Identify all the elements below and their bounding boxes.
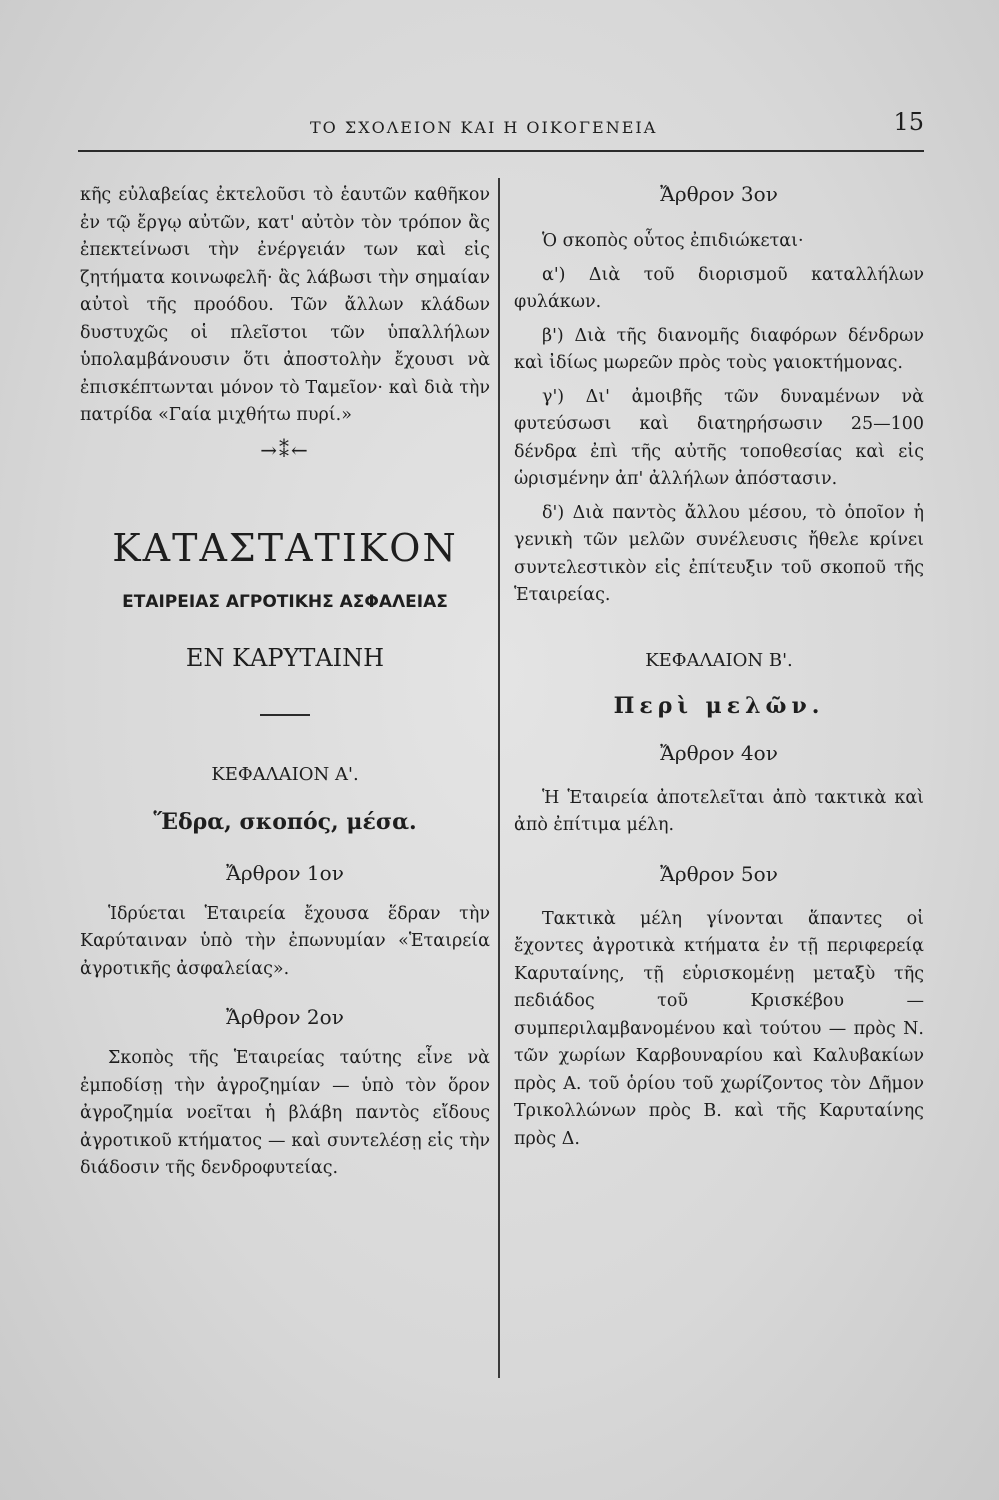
page-header (78, 108, 924, 144)
article-5-heading: Ἄρθρον 5ον (660, 861, 778, 886)
article-5-text: Τακτικὰ μέλη γίνονται ἅπαντες οἱ ἔχοντες ἀγροτικὰ κτήματα ἐν τῇ περιφερείᾳ Καρυταίνης, τῇ εὑρισκομένῃ μεταξὺ τῆς πεδιάδος τοῦ Κρισκέβου — συμπεριλαμβανομένου καὶ τούτου — πρὸς Ν. τῶν χωρίων Καρβουναρίου καὶ Καλυβακίων πρὸς Α. τοῦ ὁρίου τοῦ χωρίζοντος τὸν Δῆμον Τρικολλώνων πρὸς Β. καὶ τῆς Καρυταίνης πρὸς Δ. (514, 908, 924, 1149)
chapter-a-heading: ΚΕΦΑΛΑΙΟΝ Α'. (211, 763, 359, 785)
continuation-paragraph: κῆς εὐλαβείας ἐκτελοῦσι τὸ ἑαυτῶν καθῆκον ἐν τῷ ἔργῳ αὐτῶν, κατ' αὐτὸν τὸν τρόπον ἂς ἐπεκτείνωσι τὴν ἐνέργειάν των καὶ εἰς ζητήματα κοινωφελῆ· ἂς λάβωσι τὴν σημαίαν αὐτοὶ τῆς προόδου. Τῶν ἄλλων κλάδων δυστυχῶς οἱ πλεῖστοι τῶν ὑπαλλήλων ὑπολαμβάνουσιν ὅτι ἀποστολὴν ἔχουσι νὰ ἐπισκέπτωνται μόνον τὸ Ταμεῖον· καὶ διὰ τὴν πατρίδα «Γαία μιχθήτω πυρί.» (80, 185, 490, 425)
article-3-item-b: β') Διὰ τῆς διανομῆς διαφόρων δένδρων καὶ ἰδίως μωρεῶν πρὸς τοὺς γαιοκτήμονας. (514, 325, 924, 373)
article-2-text: Σκοπὸς τῆς Ἑταιρείας ταύτης εἶνε νὰ ἐμποδίσῃ τὴν ἀγροζημίαν — ὑπὸ τὸν ὅρον ἀγροζημία νοεῖται ἡ βλάβη παντὸς εἴδους ἀγροτικοῦ κτήματος — καὶ συντελέσῃ εἰς τὴν διάδοσιν τῆς δενδροφυτείας. (80, 1048, 490, 1178)
statute-place: ΕΝ ΚΑΡΥΤΑΙΝΗ (185, 643, 385, 672)
section-ornament: →⁑← (260, 437, 310, 462)
chapter-b-title: Περὶ μελῶν. (613, 692, 825, 719)
page-number: 15 (893, 108, 924, 136)
chapter-a-title: Ἕδρα, σκοπός, μέσα. (153, 808, 417, 835)
article-4-heading: Ἄρθρον 4ον (660, 740, 778, 765)
article-4-text: Ἡ Ἑταιρεία ἀποτελεῖται ἀπὸ τακτικὰ καὶ ἀπὸ ἐπίτιμα μέλη. (514, 787, 924, 835)
article-3-heading: Ἄρθρον 3ον (660, 182, 778, 206)
article-3-item-d: δ') Διὰ παντὸς ἄλλου μέσου, τὸ ὁποῖον ἡ γενικὴ τῶν μελῶν συνέλευσις ἤθελε κρίνει συντελεστικὸν εἰς ἐπίτευξιν τοῦ σκοποῦ τῆς Ἑταιρείας. (514, 502, 924, 605)
article-2-heading: Ἄρθρον 2ον (226, 1005, 344, 1029)
article-1-heading: Ἄρθρον 1ον (226, 860, 344, 885)
left-column (80, 182, 490, 1183)
statute-subtitle: ΕΤΑΙΡΕΙΑΣ ΑΓΡΟΤΙΚΗΣ ΑΣΦΑΛΕΙΑΣ (122, 591, 448, 612)
article-1-text: Ἱδρύεται Ἑταιρεία ἔχουσα ἕδραν τὴν Καρύταιναν ὑπὸ τὴν ἐπωνυμίαν «Ἑταιρεία ἀγροτικῆς ἀσφαλείας». (80, 903, 490, 979)
running-head: ΤΟ ΣΧΟΛΕΙΟΝ ΚΑΙ Η ΟΙΚΟΓΕΝΕΙΑ (310, 118, 658, 137)
statute-title: ΚΑΤΑΣΤΑΤΙΚΟΝ (112, 525, 458, 570)
header-rule (78, 150, 924, 152)
article-3-item-a: α') Διὰ τοῦ διορισμοῦ καταλλήλων φυλάκων. (514, 264, 924, 312)
column-divider (498, 178, 500, 1378)
right-column (514, 182, 924, 1153)
chapter-b-heading: ΚΕΦΑΛΑΙΟΝ Β'. (645, 649, 793, 671)
article-3-item-c: γ') Δι' ἀμοιβῆς τῶν δυναμένων νὰ φυτεύσωσι καὶ διατηρήσωσιν 25—100 δένδρα ἐπὶ τῆς αὐτῆς τοποθεσίας καὶ εἰς ὡρισμένην ἀπ' ἀλλήλων ἀπόστασιν. (514, 386, 924, 489)
article-3-intro: Ὁ σκοπὸς οὗτος ἐπιδιώκεται· (542, 231, 804, 251)
